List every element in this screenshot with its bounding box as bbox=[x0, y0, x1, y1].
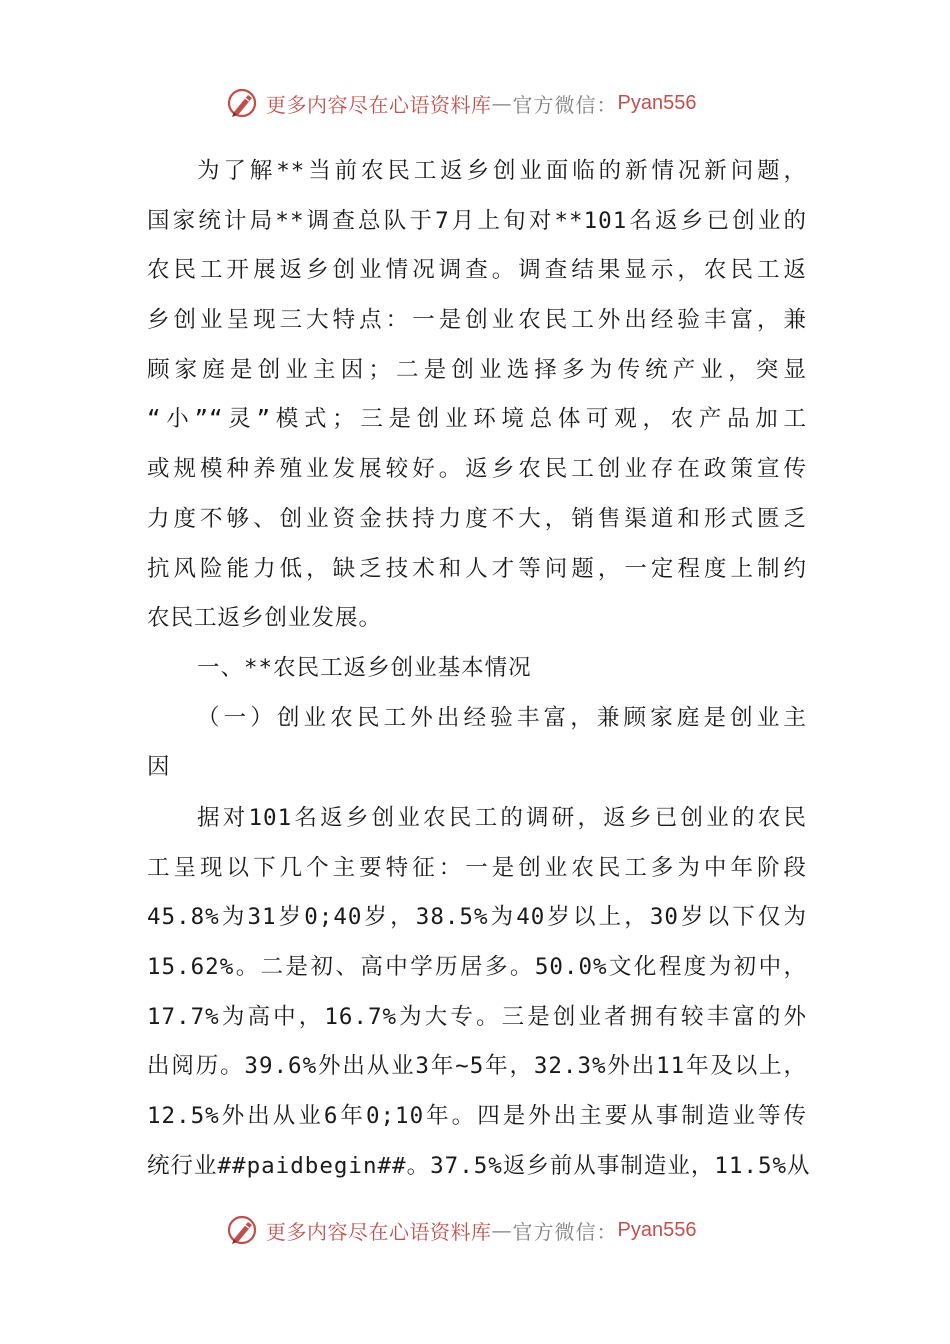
text-line: 力度不够、创业资金扶持力度不大，销售渠道和形式匮乏 bbox=[147, 505, 807, 532]
body-paragraph bbox=[147, 794, 811, 1192]
banner-site-name: 更多内容尽在心语资料库 bbox=[266, 92, 492, 117]
text-line: 或规模种养殖业发展较好。返乡农民工创业存在政策宣传 bbox=[147, 456, 807, 483]
banner-wechat-id: Pyan556 bbox=[617, 1218, 697, 1241]
text-line: 17.7%为高中，16.7%为大专。三是创业者拥有较丰富的外 bbox=[147, 1003, 807, 1030]
footer-banner bbox=[226, 1213, 696, 1247]
text-line: 出阅历。39.6%外出从业3年~5年，32.3%外出11年及以上， bbox=[147, 1053, 807, 1080]
pen-logo-icon bbox=[226, 1213, 260, 1247]
banner-wechat-label: 官方微信： bbox=[512, 92, 618, 117]
banner-wechat-id: Pyan556 bbox=[617, 91, 697, 114]
banner-site-name: 更多内容尽在心语资料库 bbox=[266, 1219, 492, 1244]
text-line: 据对101名返乡创业农民工的调研，返乡已创业的农民 bbox=[197, 805, 807, 831]
intro-paragraph bbox=[147, 147, 807, 793]
subsection-heading-cont: 因 bbox=[147, 754, 171, 781]
banner-wechat-label: 官方微信： bbox=[512, 1219, 618, 1244]
subsection-heading: （一）创业农民工外出经验丰富，兼顾家庭是创业主 bbox=[197, 704, 807, 731]
text-line: 为了解**当前农民工返乡创业面临的新情况新问题， bbox=[197, 158, 807, 184]
text-line: 12.5%外出从业6年0;10年。四是外出主要从事制造业等传 bbox=[147, 1103, 807, 1130]
text-line: 工呈现以下几个主要特征：一是创业农民工多为中年阶段 bbox=[147, 854, 807, 881]
text-line: 农民工返乡创业发展。 bbox=[147, 605, 383, 632]
text-line: 抗风险能力低，缺乏技术和人才等问题，一定程度上制约 bbox=[147, 555, 807, 582]
pen-logo-icon bbox=[226, 86, 260, 120]
text-line: 国家统计局**调查总队于7月上旬对**101名返乡已创业的 bbox=[147, 207, 807, 234]
text-line: 统行业##paidbegin##。37.5%返乡前从事制造业，11.5%从 bbox=[147, 1152, 811, 1179]
section-heading: 一、**农民工返乡创业基本情况 bbox=[197, 654, 532, 681]
text-line: “小”“灵”模式；三是创业环境总体可观，农产品加工 bbox=[147, 406, 807, 433]
banner-dash: — bbox=[491, 91, 513, 115]
text-line: 顾家庭是创业主因；二是创业选择多为传统产业，突显 bbox=[147, 356, 807, 383]
text-line: 15.62%。二是初、高中学历居多。50.0%文化程度为初中， bbox=[147, 954, 807, 981]
text-line: 农民工开展返乡创业情况调查。调查结果显示，农民工返 bbox=[147, 257, 807, 284]
header-banner bbox=[226, 86, 696, 120]
text-line: 45.8%为31岁0;40岁，38.5%为40岁以上，30岁以下仅为 bbox=[147, 904, 807, 931]
text-line: 乡创业呈现三大特点：一是创业农民工外出经验丰富，兼 bbox=[147, 307, 807, 334]
banner-dash: — bbox=[491, 1218, 513, 1242]
